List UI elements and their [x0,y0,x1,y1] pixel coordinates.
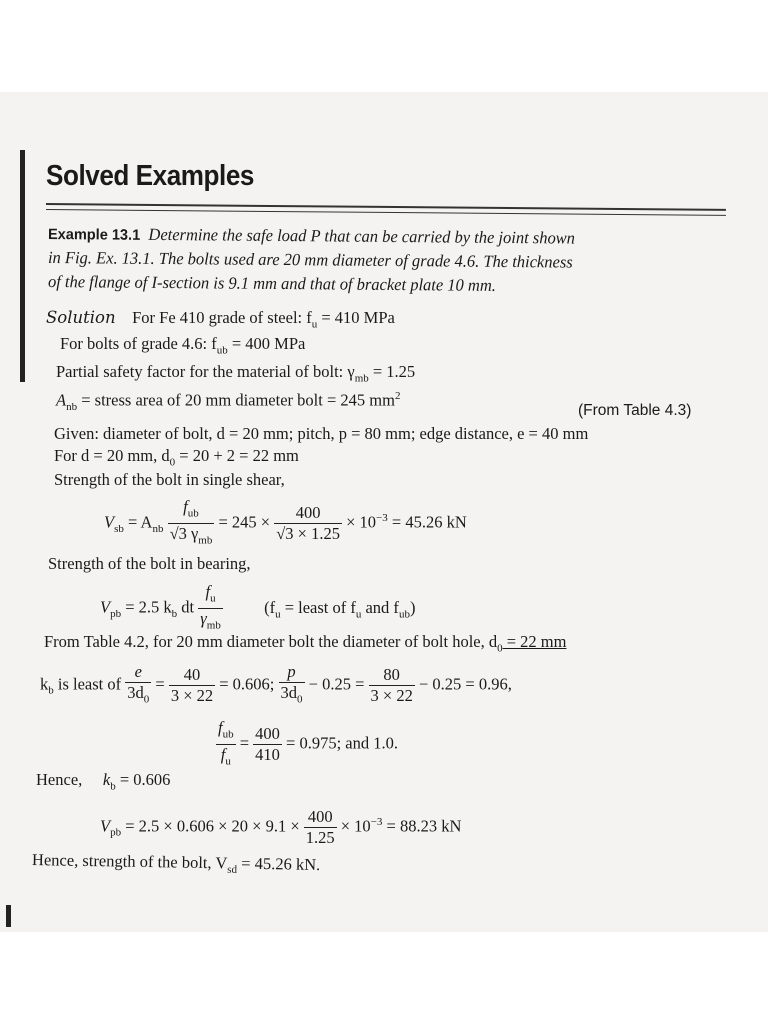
fraction: $\frac{400}{410}$ [255,724,280,765]
final-strength: Hence, strength of the bolt, $V_{sd} = 45.26$ kN. [31,850,321,876]
solution-label: Solution [46,308,116,327]
example-label: Example 13.1 [47,226,141,244]
equation-bearing-value: $V_{pb} = 2.5 \times 0.606 \times 20 \times 9.1$ × $\frac{400}{1.25}$ × $10^{-3} = 88.23$ kN [100,807,462,847]
solution-line-4: $A_{nb}$ = stress area of 20 mm diameter bolt = 245 $mm^2$ [56,390,401,413]
equation-bearing: $V_{pb} = 2.5$ $k_b$ dt $\frac{f_u}{\gamma_{mb}}$ ($f_u$ = least of $f_u$ and $f_{ub}$) [100,582,415,636]
solution-line-8: Strength of the bolt in bearing, [48,554,251,573]
solution-line-1: Solution For Fe 410 grade of steel: $f_u = 410$ MPa [46,308,395,331]
example-line-2: in Fig. Ex. 13.1. The bolts used are 20 mm diameter of grade 4.6. The thickness [47,248,573,272]
bearing-note: ($f_u$ = least of $f_u$ and $f_{ub}$) [264,597,416,620]
example-line-3: of the flange of I-section is 9.1 mm and that of bracket plate 10 mm. [47,272,496,295]
table-reference: (From Table 4.3) [578,402,692,419]
hence-kb: Hence, $k_b = 0.606$ [36,770,171,793]
solution-line-9: From Table 4.2, for 20 mm diameter bolt the diameter of bolt hole, $d_0 = 22$ mm [44,632,567,655]
fraction: $\frac{f_{ub}}{f_u}$ [218,718,234,768]
fraction: $\frac{40}{3 \times 22}$ [170,665,214,706]
fraction: $\frac{400}{√3 \times 1.25}$ [276,503,340,544]
fraction: $\frac{f_{ub}}{√3 \gamma_{mb}}$ [169,497,213,547]
fraction: $\frac{e}{3d_0}$ [127,662,150,706]
solution-line-5: Given: diameter of bolt, d = 20 mm; pitch, p = 80 mm; edge distance, e = 40 mm [54,424,589,443]
fraction: $\frac{400}{1.25}$ [305,807,335,847]
solution-line-2: For bolts of grade 4.6: $f_{ub} = 400$ MPa [60,334,306,357]
section-heading: Solved Examples [46,160,254,192]
fraction: $\frac{80}{3 \times 22}$ [370,665,413,706]
solution-line-3: Partial safety factor for the material of bolt: $\gamma_{mb} = 1.25$ [56,362,416,385]
example-text-1: Determine the safe load P that can be carried by the joint shown [148,224,576,248]
solution-line-7: Strength of the bolt in single shear, [54,470,285,489]
equation-kb: $k_b$ is least of $\frac{e}{3d_0}$ = $\frac{40}{3 \times 22}$ = 0.606; $\frac{p}{3d_0}$ − 0.25 = $\frac{80}{3 \times 22}$ − 0.25 = 0.96, [40,662,512,709]
fraction: $\frac{f_u}{\gamma_{mb}}$ [200,582,221,632]
equation-kb-ratio: $\frac{f_{ub}}{f_u}$ = $\frac{400}{410}$ = 0.975; and 1.0. [216,718,398,772]
margin-mark [6,905,11,927]
equation-shear: $V_{sb} = A_{nb}$ $\frac{f_{ub}}{√3 \gamma_{mb}}$ = 245 × $\frac{400}{√3 \times 1.25}$ × $10^{-3} = 45.26$ kN [104,497,467,551]
margin-rule [20,150,25,382]
solution-line-6: For d = 20 mm, $d_0 = 20 + 2 = 22$ mm [54,446,299,469]
fraction: $\frac{p}{3d_0}$ [280,662,303,706]
